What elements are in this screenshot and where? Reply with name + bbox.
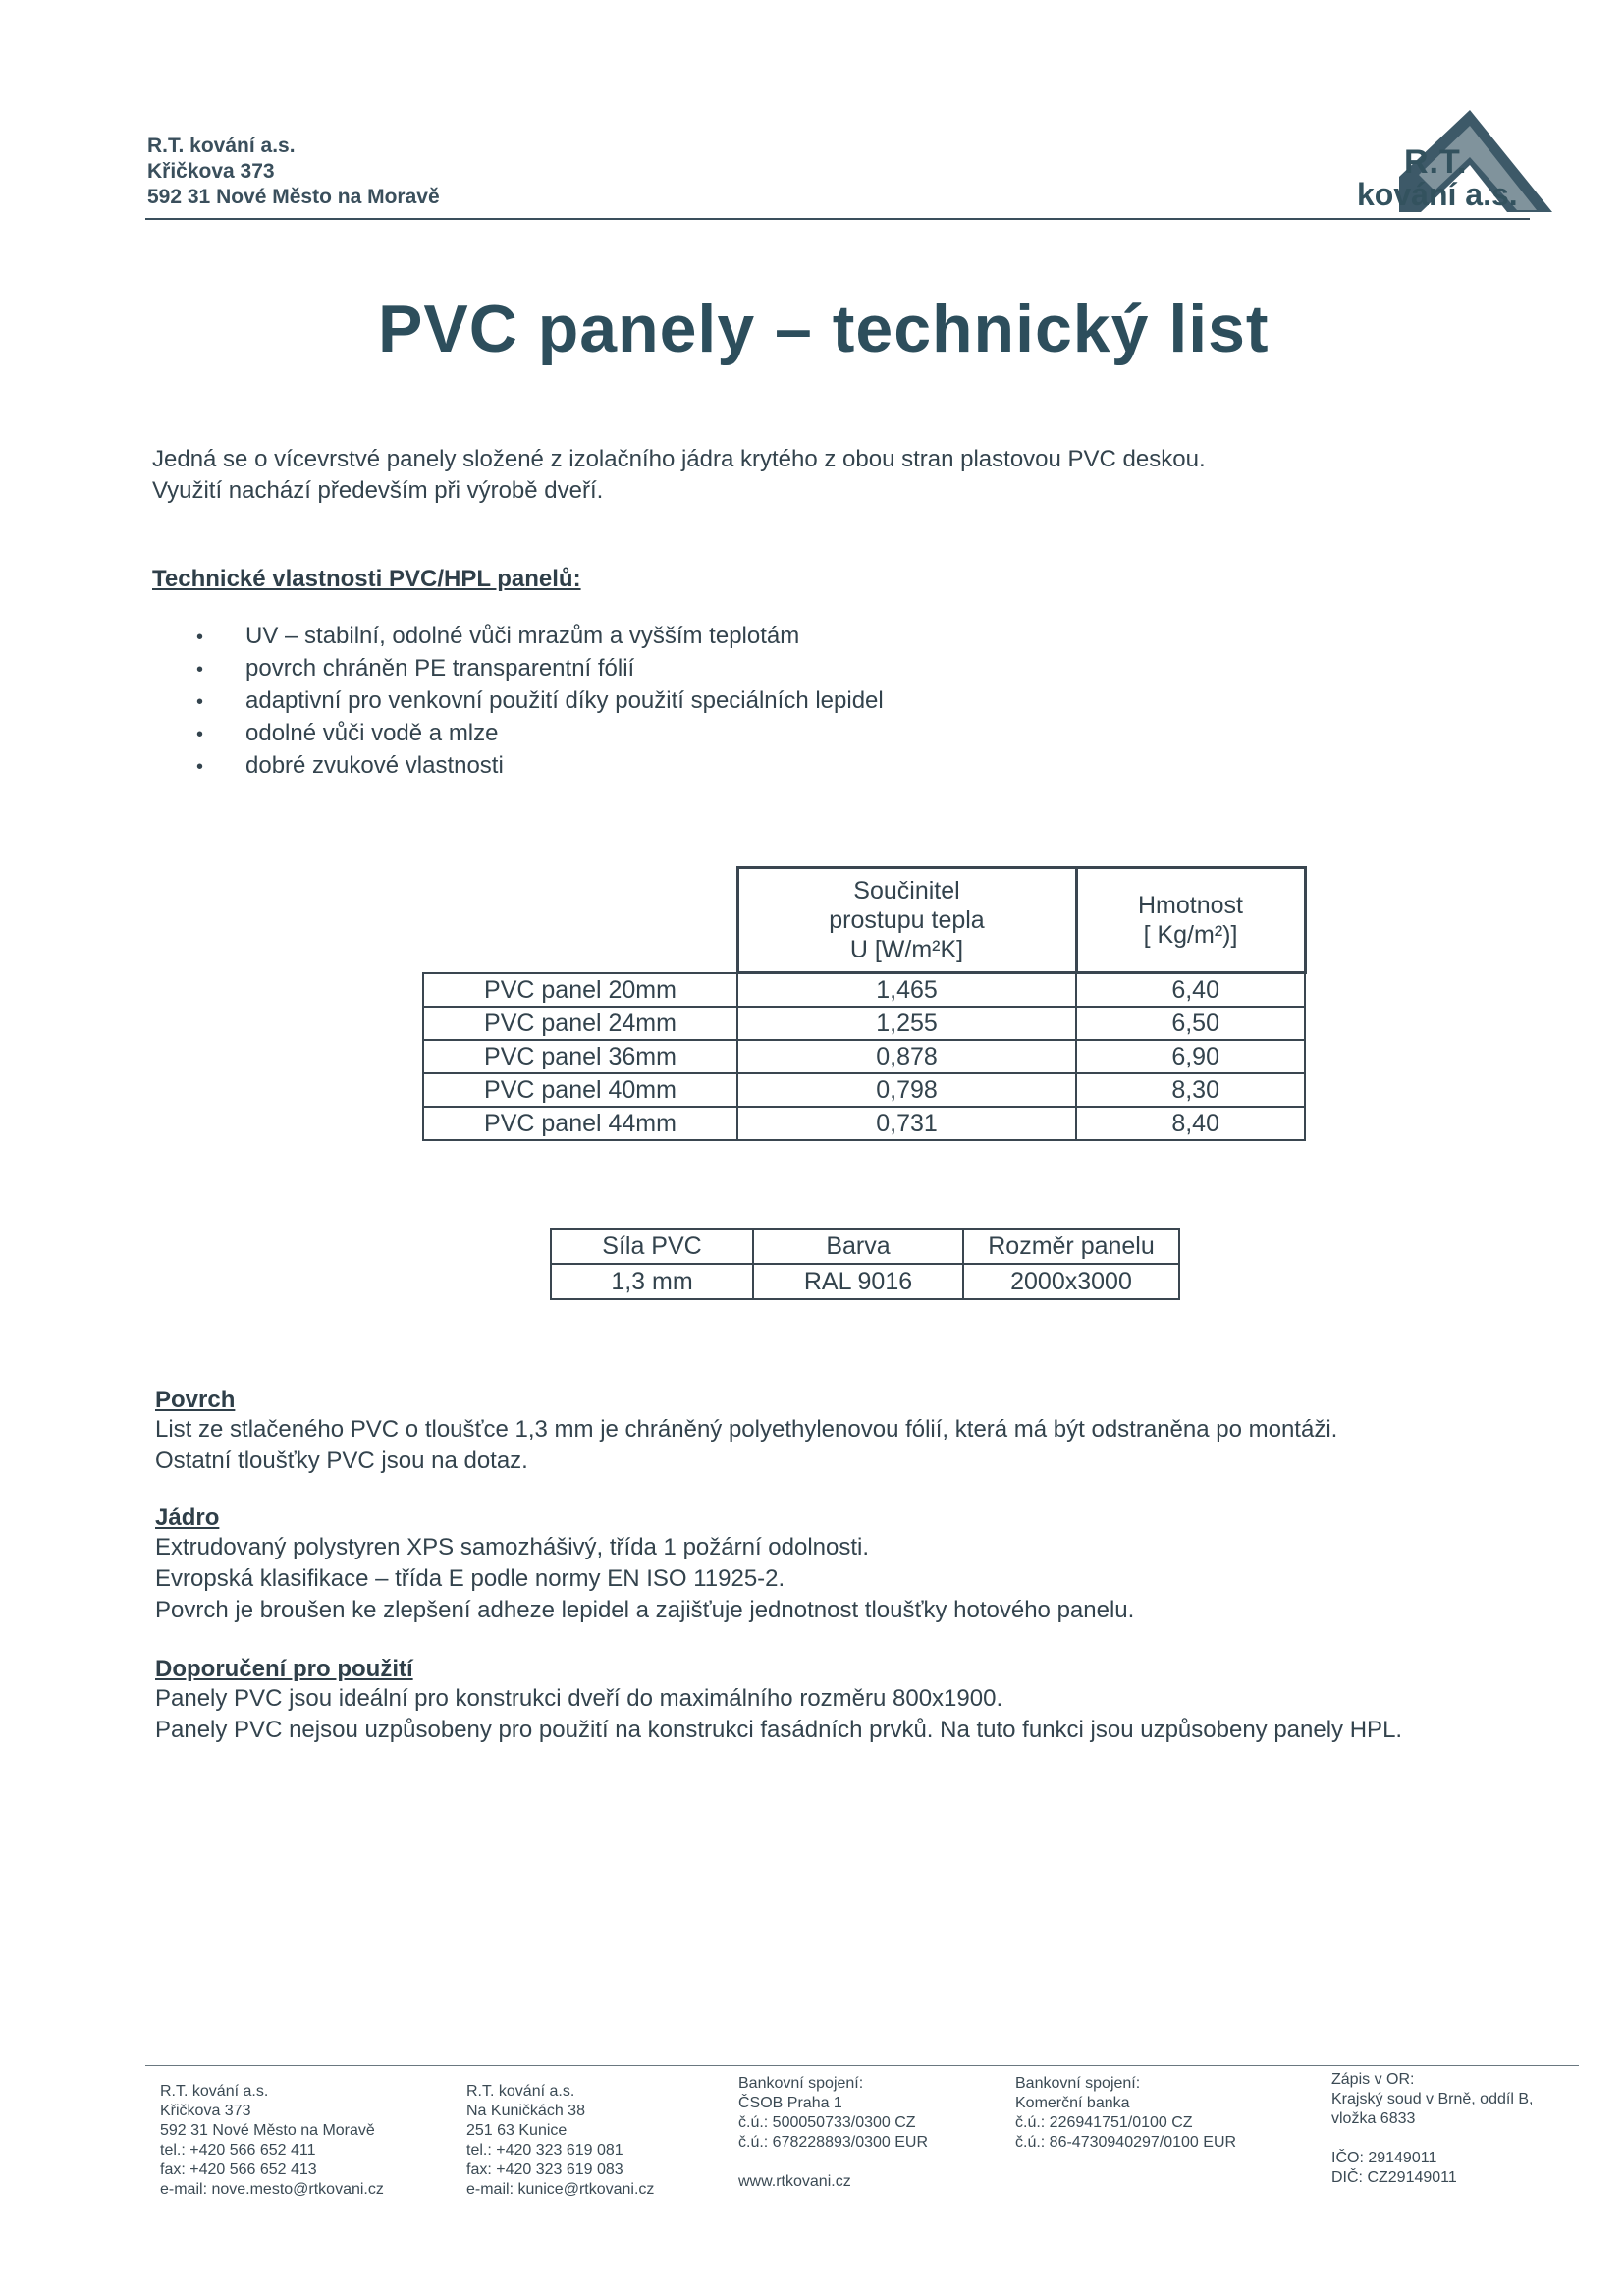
footer-line: R.T. kování a.s. <box>466 2083 575 2100</box>
table-row <box>423 1107 1305 1140</box>
u-value: 0,878 <box>737 1040 1076 1073</box>
intro-line: Jedná se o vícevrstvé panely složené z izolačního jádra krytého z obou stran plastovou PVC deskou. <box>152 446 1206 472</box>
jadro-line: Evropská klasifikace – třída E podle normy EN ISO 11925-2. <box>155 1565 785 1592</box>
footer-website: www.rtkovani.cz <box>738 2173 851 2190</box>
weight-value: 6,90 <box>1076 1040 1305 1073</box>
properties-heading: Technické vlastnosti PVC/HPL panelů: <box>152 566 581 592</box>
intro-line: Využití nachází především při výrobě dveří. <box>152 477 604 504</box>
list-item: • odolné vůči vodě a mlze <box>196 718 884 750</box>
recommendation-line: Panely PVC jsou ideální pro konstrukci dveří do maximálního rozměru 800x1900. <box>155 1685 1003 1712</box>
panel-label: PVC panel 20mm <box>423 973 737 1008</box>
table-header-row <box>551 1229 1179 1264</box>
u-value: 0,731 <box>737 1107 1076 1140</box>
footer-line: Krajský soud v Brně, oddíl B, <box>1331 2091 1534 2107</box>
panel-label: PVC panel 36mm <box>423 1040 737 1073</box>
company-name: R.T. kování a.s. <box>147 135 296 157</box>
panel-label: PVC panel 44mm <box>423 1107 737 1140</box>
footer-address-kunice <box>466 2082 654 2200</box>
table-empty-cell <box>423 868 737 973</box>
footer-line: vložka 6833 <box>1331 2110 1416 2127</box>
header-u-line: Součinitel <box>853 877 960 904</box>
table-row <box>423 1007 1305 1040</box>
footer-line: Zápis v OR: <box>1331 2071 1415 2088</box>
u-value: 0,798 <box>737 1073 1076 1107</box>
header-u-value <box>737 868 1076 973</box>
header-color: Barva <box>753 1229 963 1264</box>
weight-value: 6,50 <box>1076 1007 1305 1040</box>
footer-bank-csob <box>738 2074 928 2192</box>
logo-line2: kování a.s. <box>1357 177 1518 212</box>
u-value: 1,255 <box>737 1007 1076 1040</box>
header-u-line: U [W/m²K] <box>849 936 964 963</box>
jadro-line: Povrch je broušen ke zlepšení adheze lepidel a zajišťuje jednotnost tloušťky hotového panelu. <box>155 1597 1135 1623</box>
table-row <box>423 1040 1305 1073</box>
footer-line: Bankovní spojení: <box>1015 2075 1141 2092</box>
footer-line: R.T. kování a.s. <box>160 2083 269 2100</box>
panel-properties-table <box>422 866 1307 1141</box>
footer-divider <box>145 2065 1579 2066</box>
list-item: • povrch chráněn PE transparentní fólií <box>196 653 884 685</box>
footer-line: Křičkova 373 <box>160 2103 251 2119</box>
company-city: 592 31 Nové Město na Moravě <box>147 186 440 208</box>
properties-list <box>196 621 884 783</box>
weight-value: 6,40 <box>1076 973 1305 1008</box>
header-size: Rozměr panelu <box>963 1229 1179 1264</box>
footer-line: ČSOB Praha 1 <box>738 2095 842 2111</box>
povrch-heading: Povrch <box>155 1387 236 1413</box>
jadro-heading: Jádro <box>155 1504 220 1531</box>
footer-line: 592 31 Nové Město na Moravě <box>160 2122 375 2139</box>
footer-line: Bankovní spojení: <box>738 2075 864 2092</box>
footer-address-nove-mesto <box>160 2082 384 2200</box>
footer-line: IČO: 29149011 <box>1331 2150 1437 2166</box>
povrch-line: Ostatní tloušťky PVC jsou na dotaz. <box>155 1448 528 1474</box>
panel-label: PVC panel 24mm <box>423 1007 737 1040</box>
header-divider <box>145 218 1530 220</box>
recommendation-heading: Doporučení pro použití <box>155 1656 413 1682</box>
footer-line: 251 63 Kunice <box>466 2122 568 2139</box>
table-row <box>423 973 1305 1008</box>
povrch-text <box>155 1414 1337 1477</box>
weight-value: 8,40 <box>1076 1107 1305 1140</box>
company-address <box>147 134 440 210</box>
footer-line: č.ú.: 226941751/0100 CZ <box>1015 2114 1193 2131</box>
table-header-row <box>423 868 1305 973</box>
intro-text <box>152 444 1206 507</box>
list-item: • adaptivní pro venkovní použití díky použití speciálních lepidel <box>196 685 884 718</box>
panel-label: PVC panel 40mm <box>423 1073 737 1107</box>
header-weight-line: [ Kg/m²)] <box>1143 921 1238 949</box>
footer-line: tel.: +420 323 619 081 <box>466 2142 623 2159</box>
header-thickness: Síla PVC <box>551 1229 753 1264</box>
footer-bank-kb <box>1015 2074 1236 2153</box>
table-row <box>551 1264 1179 1299</box>
weight-value: 8,30 <box>1076 1073 1305 1107</box>
header-weight-line: Hmotnost <box>1138 892 1243 919</box>
company-street: Křičkova 373 <box>147 160 275 183</box>
color-value: RAL 9016 <box>753 1264 963 1299</box>
header-u-line: prostupu tepla <box>829 906 985 934</box>
footer-spacer <box>738 2153 928 2172</box>
pvc-spec-table <box>550 1228 1180 1300</box>
size-value: 2000x3000 <box>963 1264 1179 1299</box>
footer-line: Na Kuničkách 38 <box>466 2103 585 2119</box>
list-item: • UV – stabilní, odolné vůči mrazům a vyšším teplotám <box>196 621 884 653</box>
header-weight <box>1076 868 1305 973</box>
u-value: 1,465 <box>737 973 1076 1008</box>
footer-line: Komerční banka <box>1015 2095 1130 2111</box>
recommendation-text <box>155 1683 1402 1746</box>
footer-line: č.ú.: 86-4730940297/0100 EUR <box>1015 2134 1237 2151</box>
thickness-value: 1,3 mm <box>551 1264 753 1299</box>
footer-line: č.ú.: 500050733/0300 CZ <box>738 2114 916 2131</box>
logo-line1: R.T. <box>1404 143 1468 181</box>
footer-line: tel.: +420 566 652 411 <box>160 2142 316 2159</box>
footer-registration <box>1331 2070 1533 2188</box>
jadro-text <box>155 1532 1134 1626</box>
jadro-line: Extrudovaný polystyren XPS samozhášivý, třída 1 požární odolnosti. <box>155 1534 870 1560</box>
page-title: PVC panely – technický list <box>378 292 1270 366</box>
list-item: • dobré zvukové vlastnosti <box>196 750 884 783</box>
table-row <box>423 1073 1305 1107</box>
povrch-line: List ze stlačeného PVC o tloušťce 1,3 mm je chráněný polyethylenovou fólií, která má být odstraněna po montáži. <box>155 1416 1338 1443</box>
footer-line: č.ú.: 678228893/0300 EUR <box>738 2134 929 2151</box>
footer-line: e-mail: kunice@rtkovani.cz <box>466 2181 655 2198</box>
footer-line: e-mail: nove.mesto@rtkovani.cz <box>160 2181 384 2198</box>
footer-line: DIČ: CZ29149011 <box>1331 2169 1457 2186</box>
footer-line: fax: +420 323 619 083 <box>466 2161 623 2178</box>
footer-spacer <box>1331 2129 1533 2149</box>
footer-line: fax: +420 566 652 413 <box>160 2161 317 2178</box>
recommendation-line: Panely PVC nejsou uzpůsobeny pro použití na konstrukci fasádních prvků. Na tuto funkci jsou uzpůsobeny panely HPL. <box>155 1717 1403 1743</box>
